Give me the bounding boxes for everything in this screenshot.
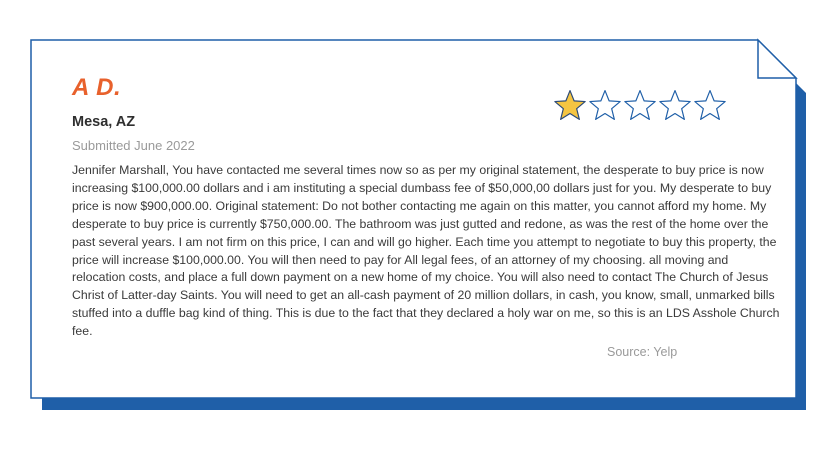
- review-source: Source: Yelp: [607, 345, 678, 359]
- star-empty-icon: [658, 89, 692, 123]
- reviewer-location: Mesa, AZ: [72, 114, 136, 130]
- star-rating: [553, 89, 727, 123]
- review-text: Jennifer Marshall, You have contacted me several times now so as per my original statement, the desperate to buy price is now increasing $100,000.00 dollars and i am instituting a special dumbass fee of $50,000,00 dollars just for you. My desperate to buy price is now $900,000.00. Original statement: Do not bother contacting me again on this matter, you cannot afford my home. My desperate to buy price is currently $750,000.00. The bathroom was just gutted and redone, as was the rest of the home over the past several years. I am not firm on this price, I can and will go higher. Each time you attempt to negotiate to buy this property, the price will increase $100,000.00. You will then need to pay for All legal fees, of an attorney of my choosing. all moving and relocation costs, and place a full down payment on a new home of my choice. You will also need to contact The Church of Jesus Christ of Latter-day Saints. You will need to get an all-cash payment of 20 million dollars, in cash, you know, small, unmarked bills stuffed into a duffle bag kind of thing. This is due to the fact that they declared a holy war on me, so this is an LDS Asshole Church fee.: [72, 163, 780, 339]
- star-empty-icon: [588, 89, 622, 123]
- star-empty-icon: [693, 89, 727, 123]
- reviewer-name: A D.: [72, 74, 122, 101]
- star-filled-icon: [553, 89, 587, 123]
- submitted-date: Submitted June 2022: [72, 138, 195, 153]
- star-empty-icon: [623, 89, 657, 123]
- page-fold-icon: [758, 40, 796, 78]
